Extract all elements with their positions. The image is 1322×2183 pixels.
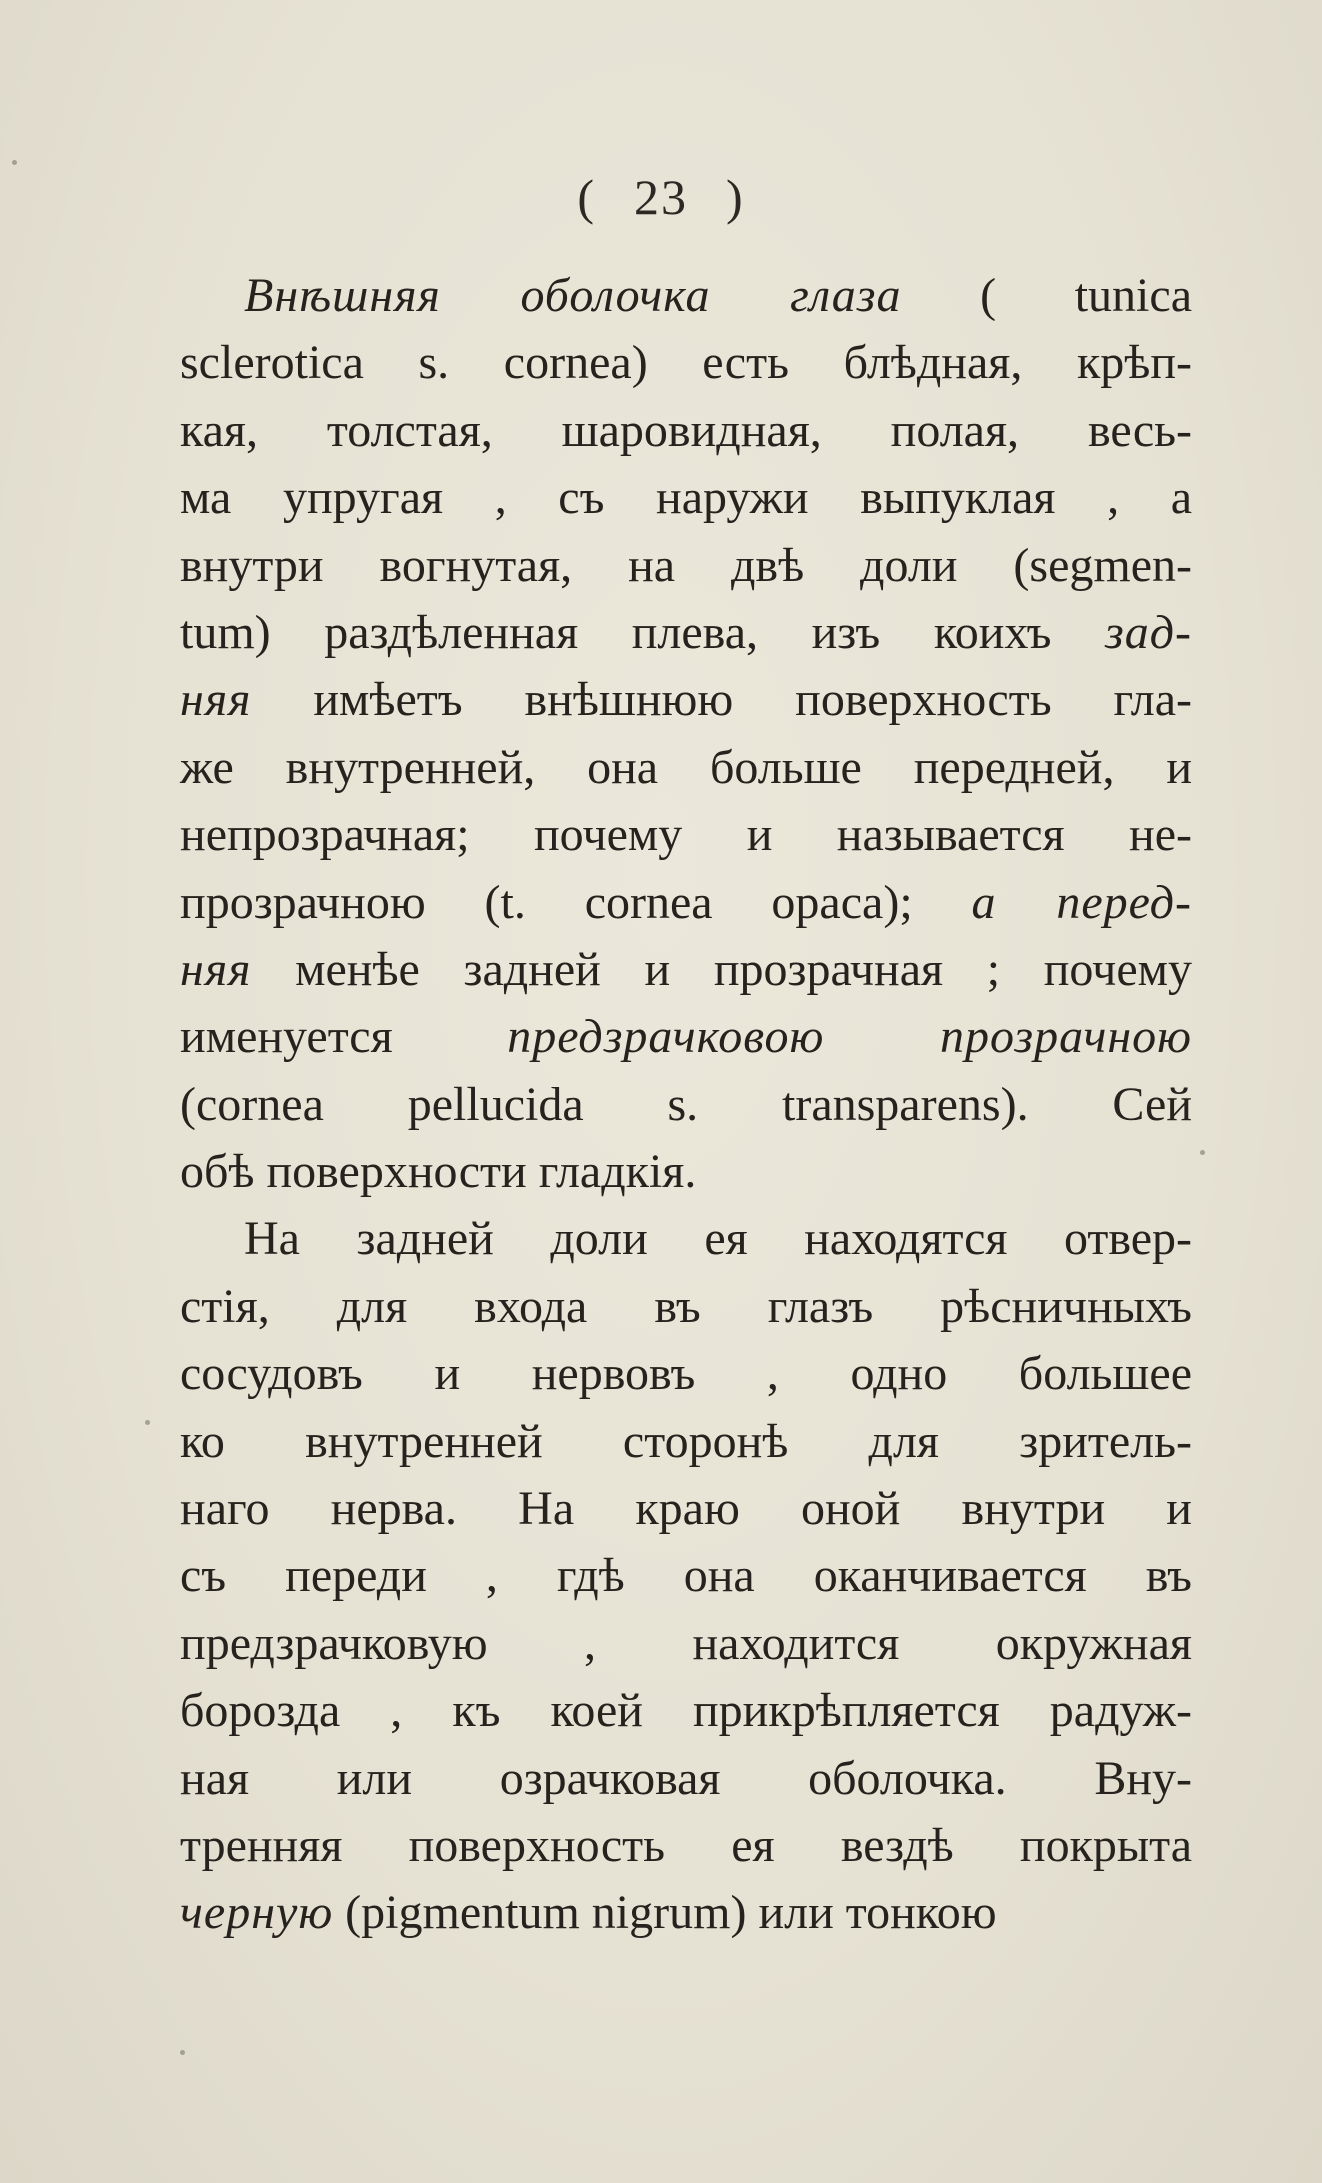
page-number	[0, 168, 1322, 226]
text-run: стія, для входа въ глазъ рѣсничныхъ	[180, 1279, 1192, 1333]
text-run: sclerotica s. cornea) есть блѣдная, крѣп-	[180, 336, 1192, 390]
italic-term: предзрачковою прозрачною	[507, 1010, 1192, 1064]
text-line	[180, 1408, 1192, 1475]
italic-term: а перед-	[971, 875, 1192, 929]
close-paren: )	[726, 169, 745, 225]
text-run: (cornea pellucida s. transparens). Сей	[180, 1077, 1192, 1131]
text-line	[180, 464, 1192, 531]
text-run: ( tunica	[901, 269, 1192, 322]
text-line	[180, 801, 1192, 868]
text-line	[180, 1138, 1192, 1205]
text-line	[180, 734, 1192, 801]
paragraph	[180, 1205, 1192, 1946]
text-run: же внутренней, она больше передней, и	[180, 740, 1192, 794]
text-run: непрозрачная; почему и называется не-	[180, 808, 1192, 862]
text-line	[180, 1273, 1192, 1340]
text-run: кая, толстая, шаровидная, полая, весь-	[180, 403, 1192, 457]
text-line	[180, 1003, 1192, 1070]
text-line	[180, 936, 1192, 1003]
italic-term: няя	[180, 942, 252, 996]
text-line	[180, 599, 1192, 666]
text-run: обѣ поверхности гладкія.	[180, 1145, 697, 1199]
italic-term: зад-	[1105, 605, 1192, 659]
text-run: На задней доли ея находятся отвер-	[244, 1212, 1192, 1266]
text-line	[180, 262, 1192, 329]
text-run: ко внутренней сторонѣ для зритель-	[180, 1414, 1192, 1468]
text-line	[180, 1340, 1192, 1407]
text-run: tum) раздѣленная плева, изъ коихъ	[180, 605, 1105, 659]
italic-term: няя	[180, 673, 252, 727]
text-run: имѣетъ внѣшнюю поверхность гла-	[251, 673, 1192, 727]
italic-term: Внѣшняя оболочка глаза	[244, 269, 902, 322]
text-run: ная или озрачковая оболочка. Вну-	[180, 1751, 1192, 1805]
text-line	[180, 1812, 1192, 1879]
text-run: ма упругая , съ наружи выпуклая , а	[180, 471, 1192, 525]
text-line	[180, 397, 1192, 464]
text-line	[180, 532, 1192, 599]
text-line	[180, 1475, 1192, 1542]
text-run: прозрачною (t. cornea opaca);	[180, 875, 972, 929]
text-line	[180, 1610, 1192, 1677]
text-run: борозда , къ коей прикрѣпляется радуж-	[180, 1684, 1192, 1738]
text-run: (pigmentum nigrum) или тонкою	[333, 1886, 997, 1940]
text-line	[180, 1542, 1192, 1609]
text-run: предзрачковую , находится окружная	[180, 1616, 1192, 1670]
text-run: съ переди , гдѣ она оканчивается въ	[180, 1549, 1192, 1603]
text-run: внутри вогнутая, на двѣ доли (segmen-	[180, 538, 1192, 592]
open-paren: (	[577, 169, 596, 225]
text-run: сосудовъ и нервовъ , одно большее	[180, 1347, 1192, 1401]
text-line	[180, 1677, 1192, 1744]
text-line	[180, 1205, 1192, 1272]
italic-term: черную	[180, 1886, 334, 1940]
text-line	[180, 666, 1192, 733]
body-text	[180, 262, 1192, 1947]
text-line	[180, 1745, 1192, 1812]
text-line	[180, 1071, 1192, 1138]
text-line	[180, 869, 1192, 936]
paragraph	[180, 262, 1192, 1205]
page-number-value: 23	[634, 169, 688, 225]
text-run: именуется	[180, 1010, 508, 1064]
text-run: менѣе задней и прозрачная ; почему	[251, 942, 1192, 996]
text-line	[180, 1879, 1192, 1946]
text-run: наго нерва. На краю оной внутри и	[180, 1482, 1192, 1536]
text-run: тренняя поверхность ея вездѣ покрыта	[180, 1818, 1192, 1872]
text-line	[180, 329, 1192, 396]
